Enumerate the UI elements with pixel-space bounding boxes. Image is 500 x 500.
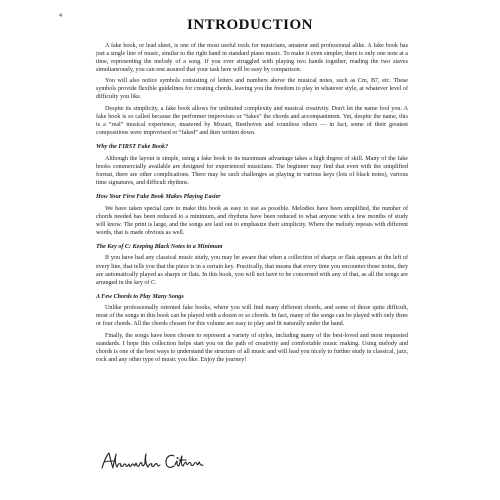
intro-paragraph-3: Despite its simplicity, a fake book allows for unlimited complexity and musical creativity. Don't let the name fool you. A fake book is so called because the performer improvises or “fakes” the chords and accompaniment. Yet, despite the name, this is a “real” musical experience, mastered by Mozart, Beethoven and countless others — in fact, some of their greatest compositions were improvised or “faked” and then written down. (96, 105, 408, 136)
body-text (96, 42, 408, 367)
section-heading-playing-easier: How Your First Fake Book Makes Playing Easier (96, 194, 221, 201)
section-paragraph-few-chords: Unlike professionally oriented fake books, where you will find many different chords, and some of those quite difficult, most of the songs in this book can be played with a dozen or so chords. In fact, many of the songs can be played with only three or four chords. All the chords chosen for this volume are easy to play and fit naturally under the hand. (96, 305, 408, 328)
section-heading-few-chords: A Few Chords to Play Many Songs (96, 294, 184, 301)
intro-paragraph-2: You will also notice symbols consisting of letters and numbers above the musical notes, such as Cm, B7, etc. These symbols provide flexible guidelines for creating chords, leaving you the freedom to play in whatever style, at whatever level of difficulty you like. (96, 78, 408, 101)
section-paragraph-closing: Finally, the songs have been chosen to represent a variety of styles, including many of the best-loved and most requested standards. I hope this collection helps start you on the path of creativity and comfortable music making. Using melody and chords is one of the best ways to understand the structure of all music and will lead you nicely to further study in classical, jazz, rock and any other type of music you like. Enjoy the journey! (96, 332, 408, 363)
signature-image (100, 448, 210, 474)
section-heading-first-fake-book: Why the FIRST Fake Book? (96, 144, 169, 151)
section-paragraph-first-fake-book: Although the layout is simple, using a fake book to its maximum advantage takes a high degree of skill. Many of the fake books commercially available are designed for experienced musicians. The beginner may find that even with the simplified format, there are other complications. There may be such challenges as playing in various keys (lots of black notes), various time signatures, and difficult rhythms. (96, 155, 408, 186)
section-heading-key-of-c: The Key of C: Keeping Black Notes to a Minimum (96, 244, 223, 251)
intro-paragraph-1: A fake book, or lead sheet, is one of the most useful tools for musicians, amateur and professional alike. A fake book has just a single line of music, similar to the right hand in standard piano music. To make it even simpler, there is only one note at a time, representing the melody of a song. If you ever struggled with playing two hands together, reading the two staves simultaneously, you can rest assured that your task here will be easy by comparison. (96, 43, 408, 74)
section-paragraph-playing-easier: We have taken special care to make this book as easy to use as possible. Melodies have been simplified, the number of chords needed has been reduced to a minimum, and rhythms have been reduced to what anyone with a few months of study will know. The print is large, and the songs are laid out to emphasize their simplicity. Where the melody repeats with different words, that is made obvious as well. (96, 205, 408, 236)
section-paragraph-key-of-c: If you have had any classical music study, you may be aware that when a collection of sharps or flats appears at the left of every line, that tells you that the piece is in a certain key. Practically, that means that every time you encounter those notes, they are automatically played as sharps or flats. In this book, you will not have to be concerned with any of that, as all the songs are arranged in the key of C. (96, 255, 408, 286)
page-title: INTRODUCTION (186, 17, 313, 33)
page-number: 4 (59, 13, 62, 19)
